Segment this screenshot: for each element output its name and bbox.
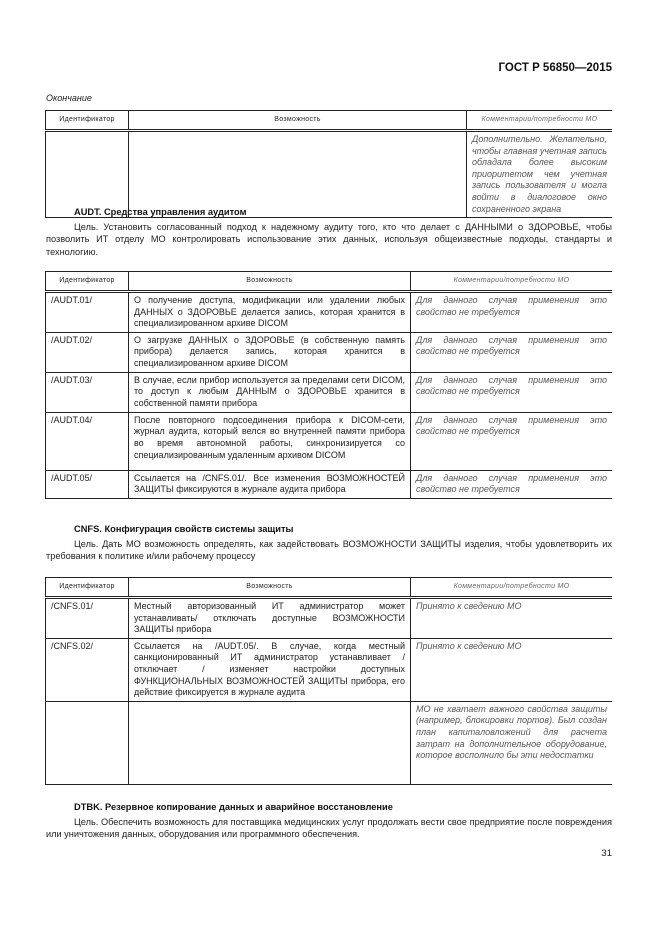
table-continuation-caption: Окончание xyxy=(46,93,92,103)
column-header: Возможность xyxy=(129,111,467,131)
row-identifier: /AUDT.03/ xyxy=(46,372,129,412)
table-row xyxy=(46,638,613,701)
table-row xyxy=(46,332,613,372)
section-goal-cnfs: Цель. Дать МО возможность определять, как задействовать ВОЗМОЖНОСТИ ЗАЩИТЫ изделия, чтобы удовлетворить их требования к политике и/или рабочему процессу xyxy=(46,539,612,562)
row-comment: Принято к сведению МО xyxy=(411,598,613,639)
row-identifier: /CNFS.01/ xyxy=(46,598,129,639)
column-header: Комментарии/потребности МО xyxy=(411,272,613,292)
column-header: Идентификатор xyxy=(46,111,129,131)
column-header: Комментарии/потребности МО xyxy=(467,111,613,131)
row-comment: Для данного случая применения это свойство не требуется xyxy=(411,470,613,498)
column-header: Идентификатор xyxy=(46,272,129,292)
row-identifier: /AUDT.02/ xyxy=(46,332,129,372)
row-comment: Дополнительно. Желательно, чтобы главная учетная запись обладала более высоким приоритетом чем учетная запись пользователя и могла войти в диалоговое окно сохраненного экрана xyxy=(467,131,613,218)
column-header: Комментарии/потребности МО xyxy=(411,578,613,598)
column-header: Возможность xyxy=(129,578,411,598)
standard-header: ГОСТ Р 56850—2015 xyxy=(498,62,612,74)
page-number: 31 xyxy=(601,848,612,859)
row-capability: О получение доступа, модификации или удалении любых ДАННЫХ о ЗДОРОВЬЕ делается запись, которая хранится в специализированном архиве DICOM xyxy=(129,292,411,333)
row-capability: Местный авторизованный ИТ администратор может устанавливать/ отключать доступные ВОЗМОЖНОСТИ ЗАЩИТЫ прибора xyxy=(129,598,411,639)
row-capability: О загрузке ДАННЫХ о ЗДОРОВЬЕ (в собственную память прибора) делается запись, которая хранится в специализированном архиве DICOM xyxy=(129,332,411,372)
table-row xyxy=(46,701,613,784)
row-identifier: /AUDT.01/ xyxy=(46,292,129,333)
row-identifier: /AUDT.05/ xyxy=(46,470,129,498)
table-row xyxy=(46,372,613,412)
section-goal-audt: Цель. Установить согласованный подход к надежному аудиту того, кто что делает с ДАННЫМИ о ЗДОРОВЬЕ, чтобы позволить ИТ отделу МО контролировать использование этих данных, используя общеизвестные подходы, стандарты и технологию. xyxy=(46,222,612,257)
row-comment: Для данного случая применения это свойство не требуется xyxy=(411,332,613,372)
section-goal-dtbk: Цель. Обеспечить возможность для поставщика медицинских услуг продолжать вести свое предприятие после повреждения или уничтожения данных, оборудования или программного обеспечения. xyxy=(46,817,612,840)
row-identifier: /CNFS.02/ xyxy=(46,638,129,701)
column-header: Идентификатор xyxy=(46,578,129,598)
section-title-dtbk: DTBK. Резервное копирование данных и аварийное восстановление xyxy=(74,802,393,812)
table-header-row xyxy=(46,272,613,292)
row-identifier: /AUDT.04/ xyxy=(46,412,129,470)
table-audt xyxy=(45,271,612,499)
table-header-row xyxy=(46,578,613,598)
column-header: Возможность xyxy=(129,272,411,292)
row-capability: Ссылается на /CNFS.01/. Все изменения ВОЗМОЖНОСТЕЙ ЗАЩИТЫ фиксируются в журнале аудита прибора xyxy=(129,470,411,498)
table-cnfs xyxy=(45,577,612,785)
row-capability: В случае, если прибор используется за пределами сети DICOM, то доступ к любым ДАННЫМ о ЗДОРОВЬЕ хранится в собственной памяти прибора xyxy=(129,372,411,412)
table-row xyxy=(46,598,613,639)
table-row xyxy=(46,292,613,333)
row-capability: После повторного подсоединения прибора к DICOM-сети, журнал аудита, который велся во внутренней памяти прибора во время автономной работы, синхронизируется со специализированным удаленным архивом DICOM xyxy=(129,412,411,470)
table-row xyxy=(46,131,613,218)
table-continuation xyxy=(45,110,612,218)
section-title-audt: AUDT. Средства управления аудитом xyxy=(74,207,247,217)
row-comment: Для данного случая применения это свойство не требуется xyxy=(411,412,613,470)
table-row xyxy=(46,470,613,498)
row-comment: Для данного случая применения это свойство не требуется xyxy=(411,292,613,333)
section-title-cnfs: CNFS. Конфигурация свойств системы защиты xyxy=(74,524,294,534)
row-comment: Принято к сведению МО xyxy=(411,638,613,701)
row-identifier xyxy=(46,131,129,218)
row-identifier xyxy=(46,701,129,784)
row-comment: Для данного случая применения это свойство не требуется xyxy=(411,372,613,412)
row-capability xyxy=(129,131,467,218)
table-header-row xyxy=(46,111,613,131)
row-comment: МО не хватает важного свойства защиты (например, блокировки портов). Был создан план капиталовложений для расчета затрат на дополнительное оборудование, которое восполнило бы эти недостатки xyxy=(411,701,613,784)
row-capability xyxy=(129,701,411,784)
row-capability: Ссылается на /AUDT.05/. В случае, когда местный санкционированный ИТ администратор устанавливает / отключает / изменяет настройки доступных ФУНКЦИОНАЛЬНЫХ ВОЗМОЖНОСТЕЙ ЗАЩИТЫ прибора, его действие фиксируется в журнале аудита xyxy=(129,638,411,701)
table-row xyxy=(46,412,613,470)
